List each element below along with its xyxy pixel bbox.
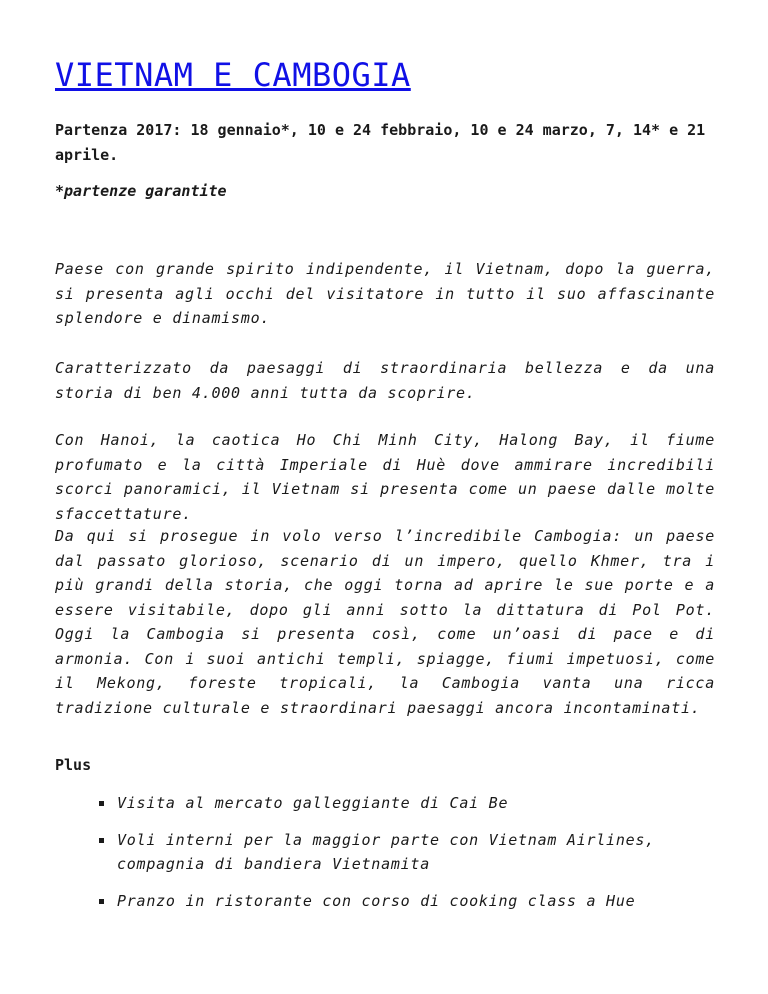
vietnam-cities-paragraph: Con Hanoi, la caotica Ho Chi Minh City, Halong Bay, il fiume profumato e la città Imperiale di Huè dove ammirare incredibili scorci panoramici, il Vietnam si presenta come un paese dalle molte sfaccettature. (55, 431, 715, 523)
departure-dates: Partenza 2017: 18 gennaio*, 10 e 24 febbraio, 10 e 24 marzo, 7, 14* e 21 aprile. (55, 121, 706, 164)
list-item (99, 791, 715, 815)
square-bullet-icon (99, 801, 104, 806)
cambodia-paragraph: Da qui si prosegue in volo verso l’incredibile Cambogia: un paese dal passato glorioso, scenario di un impero, quello Khmer, tra i più grandi della storia, che oggi torna ad aprire le sue porte e a essere visitabile, dopo gli anni sotto la dittatura di Pol Pot. Oggi la Cambogia si presenta così, come un’oasi di pace e di armonia. Con i suoi antichi templi, spiagge, fiumi impetuosi, come il Mekong, foreste tropicali, la Cambogia vanta una ricca tradizione culturale e straordinari paesaggi ancora incontaminati. (55, 527, 715, 717)
guaranteed-departures-note: *partenze garantite (55, 182, 227, 200)
square-bullet-icon (99, 899, 104, 904)
landscape-paragraph: Caratterizzato da paesaggi di straordinaria bellezza e da una storia di ben 4.000 anni tutta da scoprire. (55, 359, 715, 402)
list-item (99, 828, 715, 876)
list-item-text: Pranzo in ristorante con corso di cooking class a Hue (117, 892, 636, 910)
list-item (99, 889, 715, 913)
list-item-text: Visita al mercato galleggiante di Cai Be (117, 794, 509, 812)
intro-paragraph: Paese con grande spirito indipendente, il Vietnam, dopo la guerra, si presenta agli occhi del visitatore in tutto il suo affascinante splendore e dinamismo. (55, 260, 715, 327)
plus-list (99, 791, 715, 926)
square-bullet-icon (99, 838, 104, 843)
plus-heading: Plus (55, 756, 92, 774)
list-item-text: Voli interni per la maggior parte con Vietnam Airlines, compagnia di bandiera Vietnamita (117, 831, 655, 873)
page-title-link[interactable]: VIETNAM E CAMBOGIA (55, 56, 411, 94)
